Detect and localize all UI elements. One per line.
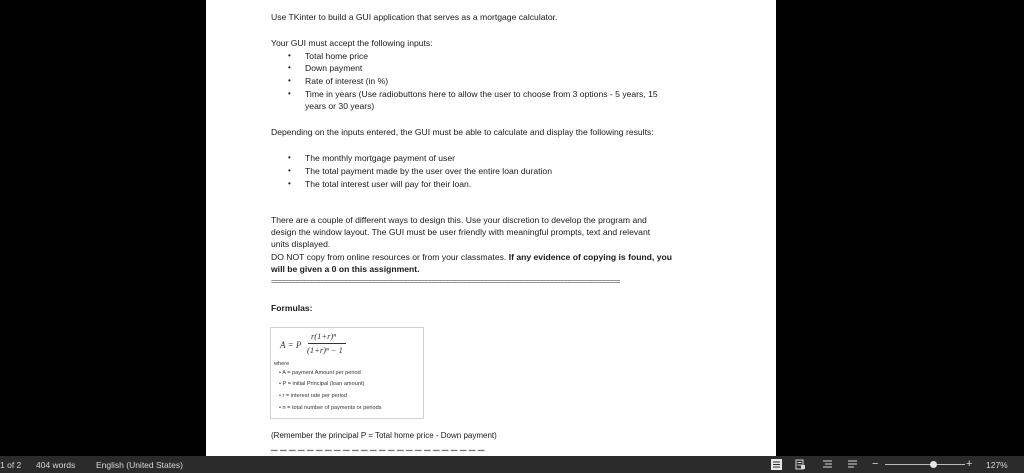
bullet-icon: • xyxy=(288,51,291,60)
status-bar xyxy=(0,456,1024,473)
page-count[interactable]: 1 of 2 xyxy=(0,460,22,470)
formula-numerator: r(1+r)ⁿ xyxy=(311,331,336,341)
bullet-icon: • xyxy=(288,166,291,175)
web-layout-icon[interactable] xyxy=(822,459,833,470)
print-layout-icon[interactable] xyxy=(795,459,806,470)
bullet-icon: • xyxy=(288,89,291,98)
copy-warning xyxy=(271,252,672,263)
formula-def: • P = initial Principal (loan amount) xyxy=(279,381,365,387)
input-item-continued: years or 30 years) xyxy=(305,101,375,111)
copy-warning-normal: DO NOT copy from online resources or from your classmates. xyxy=(271,252,509,262)
input-item: Rate of interest (in %) xyxy=(305,76,389,86)
formula-def: • r = interest rate per period xyxy=(279,393,348,399)
input-item: Time in years (Use radiobuttons here to allow the user to choose from 3 options - 5 years, 15 xyxy=(305,89,658,99)
document-page[interactable] xyxy=(206,0,776,456)
result-item: The total payment made by the user over the entire loan duration xyxy=(305,166,552,176)
formulas-heading: Formulas: xyxy=(271,303,313,313)
remember-note: (Remember the principal P = Total home price - Down payment) xyxy=(271,431,497,440)
intro-text: Use TKinter to build a GUI application that serves as a mortgage calculator. xyxy=(271,12,558,22)
inputs-heading: Your GUI must accept the following inputs: xyxy=(271,38,433,48)
bullet-icon: • xyxy=(288,76,291,85)
formula-def: • A = payment Amount per period xyxy=(279,370,361,376)
bullet-icon: • xyxy=(288,63,291,72)
cut-off-line: ▔ ▔ ▔ ▔ ▔ ▔ ▔ ▔ ▔ ▔ ▔ ▔ ▔ ▔ ▔ ▔ ▔ ▔ ▔ ▔ ▔ ▔ ▔ ▔ xyxy=(271,450,485,456)
copy-warning-bold-line: will be given a 0 on this assignment. xyxy=(271,264,420,274)
zoom-in-button[interactable]: + xyxy=(966,458,973,470)
zoom-out-button[interactable]: − xyxy=(872,458,879,470)
design-text: design the window layout. The GUI must be user friendly with meaningful prompts, text and relevant xyxy=(271,227,651,237)
focus-mode-icon[interactable] xyxy=(847,459,858,470)
formula-lhs: A = P xyxy=(280,340,302,350)
result-item: The total interest user will pay for their loan. xyxy=(305,179,472,189)
zoom-slider[interactable] xyxy=(885,464,965,465)
input-item: Total home price xyxy=(305,51,369,61)
formula-where: where xyxy=(274,361,290,367)
result-item: The monthly mortgage payment of user xyxy=(305,153,455,163)
formula-denominator: (1+r)ⁿ − 1 xyxy=(307,345,343,355)
bullet-icon: • xyxy=(288,153,291,162)
design-text: There are a couple of different ways to design this. Use your discretion to develop the program and xyxy=(271,215,647,225)
zoom-level[interactable]: 127% xyxy=(986,460,1008,470)
zoom-slider-thumb[interactable] xyxy=(930,461,937,468)
language-indicator[interactable]: English (United States) xyxy=(96,460,183,470)
read-mode-icon[interactable] xyxy=(771,459,782,470)
results-heading: Depending on the inputs entered, the GUI must be able to calculate and display the following results: xyxy=(271,127,654,137)
formula-image xyxy=(270,327,424,419)
input-item: Down payment xyxy=(305,63,363,73)
design-text: units displayed. xyxy=(271,239,331,249)
formula-def: • n = total number of payments or periods xyxy=(279,405,382,411)
fraction-bar xyxy=(308,343,346,344)
separator-line: ==================================================================================================== xyxy=(271,279,620,286)
word-count[interactable]: 404 words xyxy=(36,460,76,470)
bullet-icon: • xyxy=(288,179,291,188)
copy-warning-bold: If any evidence of copying is found, you xyxy=(508,252,672,262)
